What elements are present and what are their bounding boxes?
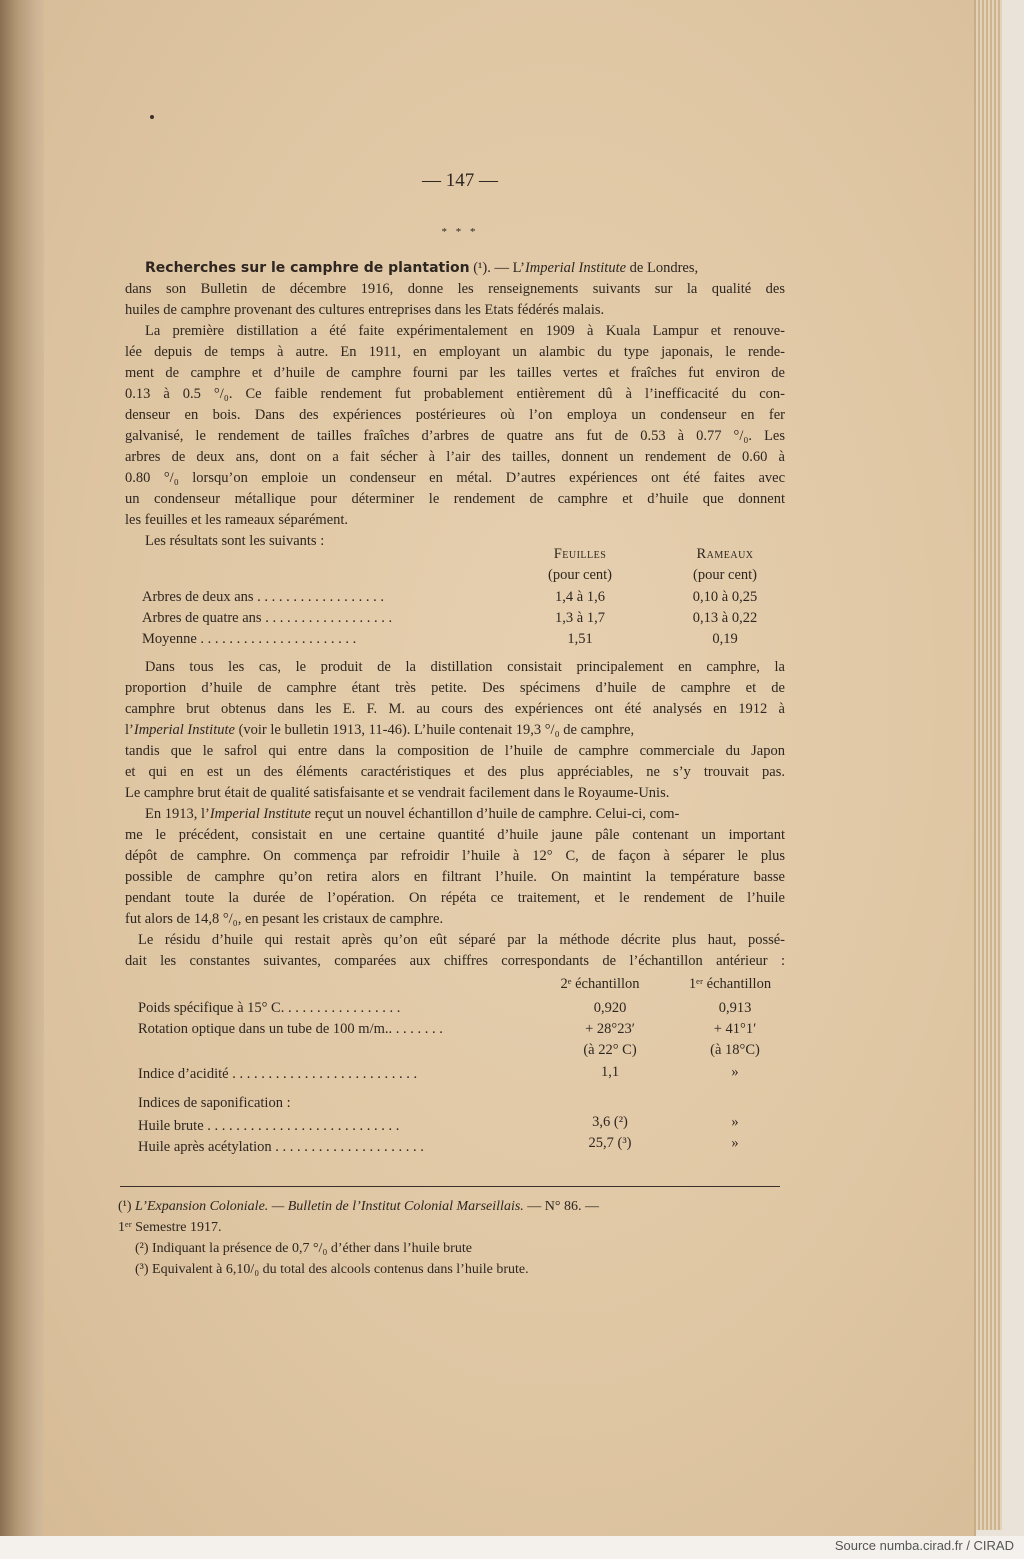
table1-row-label: Arbres de deux ans . . . . . . . . . . . . . . . . . . bbox=[142, 589, 385, 605]
footnote-3: (³) Equivalent à 6,10/₀ du total des alcools contenus dans l’huile brute. bbox=[135, 1262, 529, 1277]
section-separator: * * * bbox=[441, 226, 479, 238]
para3-line: Dans tous les cas, le produit de la distillation consistait principalement en camphre, la bbox=[145, 659, 785, 675]
table2-row-label: Huile brute . . . . . . . . . . . . . . . . . . . . . . . . . . . bbox=[138, 1118, 400, 1134]
para5-line: dait les constantes suivantes, comparées aux chiffres correspondants de l’échantillon antérieur : bbox=[125, 953, 785, 969]
table1-row-label: Moyenne . . . . . . . . . . . . . . . . . . . . . . bbox=[142, 631, 357, 647]
para2-line: un condenseur métallique pour déterminer le rendement de camphre et d’huile que donnent bbox=[125, 491, 785, 507]
table2-row-label: Huile après acétylation . . . . . . . . . . . . . . . . . . . . . bbox=[138, 1139, 424, 1155]
table1-row-col2: 0,13 à 0,22 bbox=[692, 610, 758, 626]
table2-col2-header: 1ᵉʳ échantillon bbox=[688, 976, 772, 992]
para2-line: La première distillation a été faite expérimentalement en 1909 à Kuala Lampur et renouve- bbox=[145, 323, 785, 339]
institute-name: Imperial Institute bbox=[524, 260, 627, 276]
article-title: Recherches sur le camphre de plantation bbox=[145, 260, 470, 276]
table2-row-label: Indice d’acidité . . . . . . . . . . . . . . . . . . . . . . . . . . bbox=[138, 1066, 418, 1082]
para4-line: pendant toute la durée de l’opération. On répéta ce traitement, et le rendement de l’huile bbox=[125, 890, 785, 906]
para2-line: arbres de deux ans, dont on a fait sécher à l’air des tailles, donnent un rendement de 0.60 à bbox=[125, 449, 785, 465]
table1-row-label: Arbres de quatre ans . . . . . . . . . . . . . . . . . . bbox=[142, 610, 393, 626]
page-number: — 147 — bbox=[422, 170, 498, 191]
table1-col2-unit: (pour cent) bbox=[692, 567, 757, 583]
para3-line: proportion d’huile de camphre étant très petite. Des spécimens d’huile de camphre et de bbox=[125, 680, 785, 696]
table1-row-col2: 0,19 bbox=[712, 631, 738, 647]
article-title-line bbox=[145, 258, 775, 279]
table2-row-col1: (à 22° C) bbox=[583, 1042, 637, 1058]
table2-row-col1: 1,1 bbox=[600, 1064, 620, 1080]
para2-line: denseur en bois. Dans des expériences postérieures où l’on employa un condenseur en fer bbox=[125, 407, 785, 423]
table2-row-label: Poids spécifique à 15° C. . . . . . . . . . . . . . . . . bbox=[138, 1000, 401, 1016]
footnote-1: (¹) L’Expansion Coloniale. — Bulletin de l’Institut Colonial Marseillais. — N° 86. — bbox=[118, 1199, 599, 1214]
speck-mark bbox=[150, 115, 154, 119]
table2-row-col1: 3,6 (²) bbox=[592, 1114, 628, 1130]
para2-line: galvanisé, le rendement de tailles fraîches d’arbres de quatre ans fut de 0.53 à 0.77 °/₀. Les bbox=[125, 428, 785, 444]
para1-line: dans son Bulletin de décembre 1916, donne les renseignements suivants sur la qualité des bbox=[125, 281, 785, 297]
para2-line: 0.80 °/₀ lorsqu’on emploie un condenseur en métal. D’autres expériences ont été faites avec bbox=[125, 470, 785, 486]
table1-col1-unit: (pour cent) bbox=[547, 567, 612, 583]
table1-row-col1: 1,3 à 1,7 bbox=[555, 610, 605, 626]
results-intro: Les résultats sont les suivants : bbox=[145, 533, 325, 549]
para4-line-institute: En 1913, l’Imperial Institute reçut un nouvel échantillon d’huile de camphre. Celui-ci, com- bbox=[145, 806, 680, 822]
para3-line: Le camphre brut était de qualité satisfaisante et se vendrait facilement dans le Royaume-Unis. bbox=[125, 785, 670, 801]
article-title-note: (¹). — L’ bbox=[473, 260, 525, 276]
footnote-separator bbox=[120, 1186, 780, 1187]
table1-col2-header: Rameaux bbox=[696, 546, 754, 562]
table2-row-col1: + 28°23′ bbox=[585, 1021, 635, 1037]
table1-col1-header: Feuilles bbox=[553, 546, 607, 562]
para3-line: et qui en est un des éléments caractéristiques et des plus appréciables, ne s’y trouvait pas. bbox=[125, 764, 785, 780]
para5-line: Le résidu d’huile qui restait après qu’on eût séparé par la méthode décrite plus haut, possé- bbox=[138, 932, 785, 948]
para2-line: ment de camphre et d’huile de camphre fourni par les tailles vertes et fraîches fut environ de bbox=[125, 365, 785, 381]
page-edges bbox=[974, 0, 1002, 1530]
para3-line: tandis que le safrol qui entre dans la composition de l’huile de camphre commerciale du Japon bbox=[125, 743, 785, 759]
table2-row-col2: (à 18°C) bbox=[710, 1042, 760, 1058]
footnote-2: (²) Indiquant la présence de 0,7 °/₀ d’éther dans l’huile brute bbox=[135, 1241, 472, 1256]
para3-line: camphre brut obtenus dans les E. F. M. au cours des expériences ont été analysés en 1912 à bbox=[125, 701, 785, 717]
table1-row-col1: 1,4 à 1,6 bbox=[555, 589, 605, 605]
table1-row-col2: 0,10 à 0,25 bbox=[692, 589, 758, 605]
institute-name: Imperial Institute bbox=[209, 806, 311, 822]
table2-row-label: Indices de saponification : bbox=[138, 1095, 291, 1111]
table2-row-col2: » bbox=[731, 1064, 739, 1080]
table2-row-col1: 25,7 (³) bbox=[588, 1135, 632, 1151]
footnote-1-line2: 1ᵉʳ Semestre 1917. bbox=[118, 1220, 222, 1235]
table2-row-col2: » bbox=[731, 1135, 739, 1151]
table1-row-col1: 1,51 bbox=[567, 631, 593, 647]
table2-row-col2: + 41°1′ bbox=[713, 1021, 757, 1037]
para4-line: possible de camphre qu’on retira alors en filtrant l’huile. On maintint la température basse bbox=[125, 869, 785, 885]
para3-line-institute: l’Imperial Institute (voir le bulletin 1913, 11-46). L’huile contenait 19,3 °/₀ de camphre, bbox=[125, 722, 635, 738]
institute-name: Imperial Institute bbox=[133, 722, 235, 738]
source-credit: Source numba.cirad.fr / CIRAD bbox=[834, 1538, 1014, 1553]
table2-row-col2: » bbox=[731, 1114, 739, 1130]
table2-col1-header: 2ᵉ échantillon bbox=[560, 976, 640, 992]
para4-line: fut alors de 14,8 °/₀, en pesant les cristaux de camphre. bbox=[125, 911, 444, 927]
para4-line: dépôt de camphre. On commença par refroidir l’huile à 12° C, de façon à séparer le plus bbox=[125, 848, 785, 864]
para1-line: huiles de camphre provenant des cultures entreprises dans les Etats fédérés malais. bbox=[125, 302, 605, 318]
para2-line: 0.13 à 0.5 °/₀. Ce faible rendement fut probablement entièrement dû à l’inefficacité du con- bbox=[125, 386, 785, 402]
table2-row-label: Rotation optique dans un tube de 100 m/m.. . . . . . . . bbox=[138, 1021, 443, 1037]
footnote-1-journal: L’Expansion Coloniale. — Bulletin de l’Institut Colonial Marseillais. bbox=[135, 1199, 524, 1214]
para2-line: les feuilles et les rameaux séparément. bbox=[125, 512, 349, 528]
para2-line: lée depuis de temps à autre. En 1911, en employant un alambic du type japonais, le rende- bbox=[125, 344, 785, 360]
title-line-tail: de Londres, bbox=[629, 260, 699, 276]
table2-row-col2: 0,913 bbox=[718, 1000, 752, 1016]
table2-row-col1: 0,920 bbox=[593, 1000, 627, 1016]
para4-line: me le précédent, consistait en une certaine quantité d’huile jaune pâle contenant un important bbox=[125, 827, 785, 843]
